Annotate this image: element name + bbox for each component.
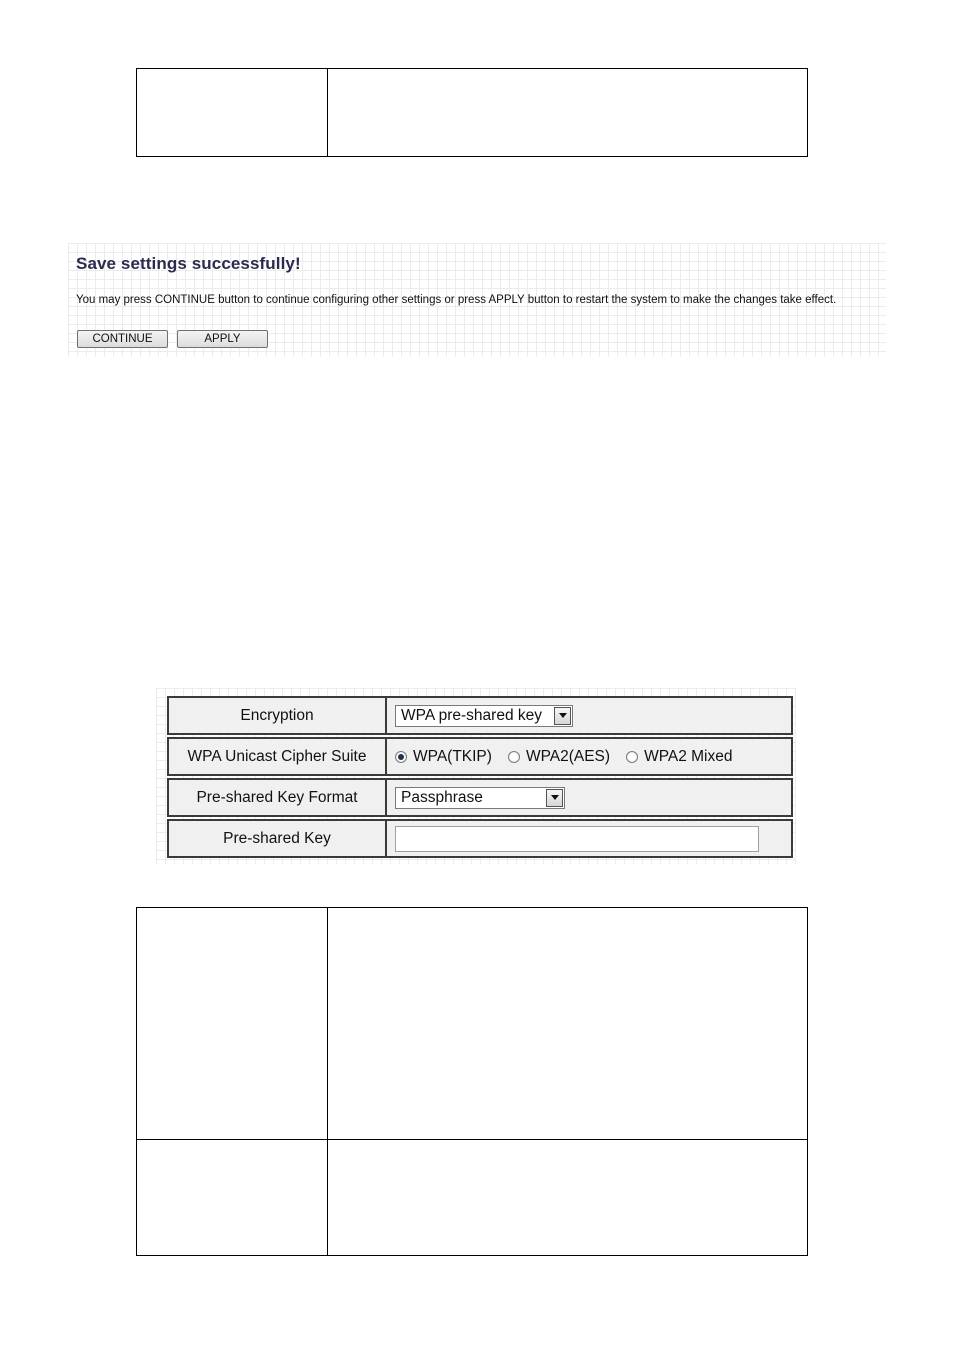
cipher-suite-label: WPA Unicast Cipher Suite: [169, 739, 387, 774]
encryption-row: [167, 696, 793, 735]
table-row-divider: [137, 1139, 807, 1140]
table-column-divider: [327, 908, 328, 1255]
encryption-value: [387, 698, 791, 733]
psk-value: [387, 821, 791, 856]
continue-button[interactable]: CONTINUE: [77, 330, 168, 348]
psk-input[interactable]: [395, 826, 759, 852]
radio-wpa2-aes[interactable]: [508, 748, 610, 766]
cipher-suite-value: [387, 739, 791, 774]
psk-row: [167, 819, 793, 858]
cipher-suite-row: [167, 737, 793, 776]
key-format-select[interactable]: [395, 787, 565, 809]
radio-label: WPA2(AES): [525, 747, 611, 765]
apply-button[interactable]: APPLY: [177, 330, 268, 348]
radio-unselected-icon[interactable]: [508, 751, 520, 763]
cipher-suite-radio-group: [387, 748, 749, 766]
encryption-select[interactable]: [395, 705, 573, 727]
key-format-value: [387, 780, 791, 815]
chevron-down-icon[interactable]: [546, 789, 563, 807]
save-message: You may press CONTINUE button to continue configuring other settings or press APPLY button to restart the system to make the changes take effect.: [76, 294, 837, 306]
key-format-selected-text: Passphrase: [401, 788, 483, 806]
radio-unselected-icon[interactable]: [626, 751, 638, 763]
radio-wpa-tkip[interactable]: [395, 748, 492, 766]
radio-selected-icon[interactable]: [395, 751, 407, 763]
encryption-selected-text: WPA pre-shared key: [401, 706, 542, 724]
document-table-bottom: [136, 907, 808, 1256]
key-format-label: Pre-shared Key Format: [169, 780, 387, 815]
encryption-label: Encryption: [169, 698, 387, 733]
chevron-down-icon[interactable]: [554, 707, 571, 725]
save-settings-panel: [68, 243, 886, 357]
radio-wpa2-mixed[interactable]: [626, 748, 732, 766]
radio-label: WPA(TKIP): [413, 747, 492, 765]
radio-label: WPA2 Mixed: [644, 747, 733, 765]
psk-label: Pre-shared Key: [169, 821, 387, 856]
wpa-settings-panel: [156, 688, 796, 864]
key-format-row: [167, 778, 793, 817]
table-column-divider: [327, 69, 328, 156]
document-table-top: [136, 68, 808, 157]
save-title: Save settings successfully!: [76, 254, 301, 273]
